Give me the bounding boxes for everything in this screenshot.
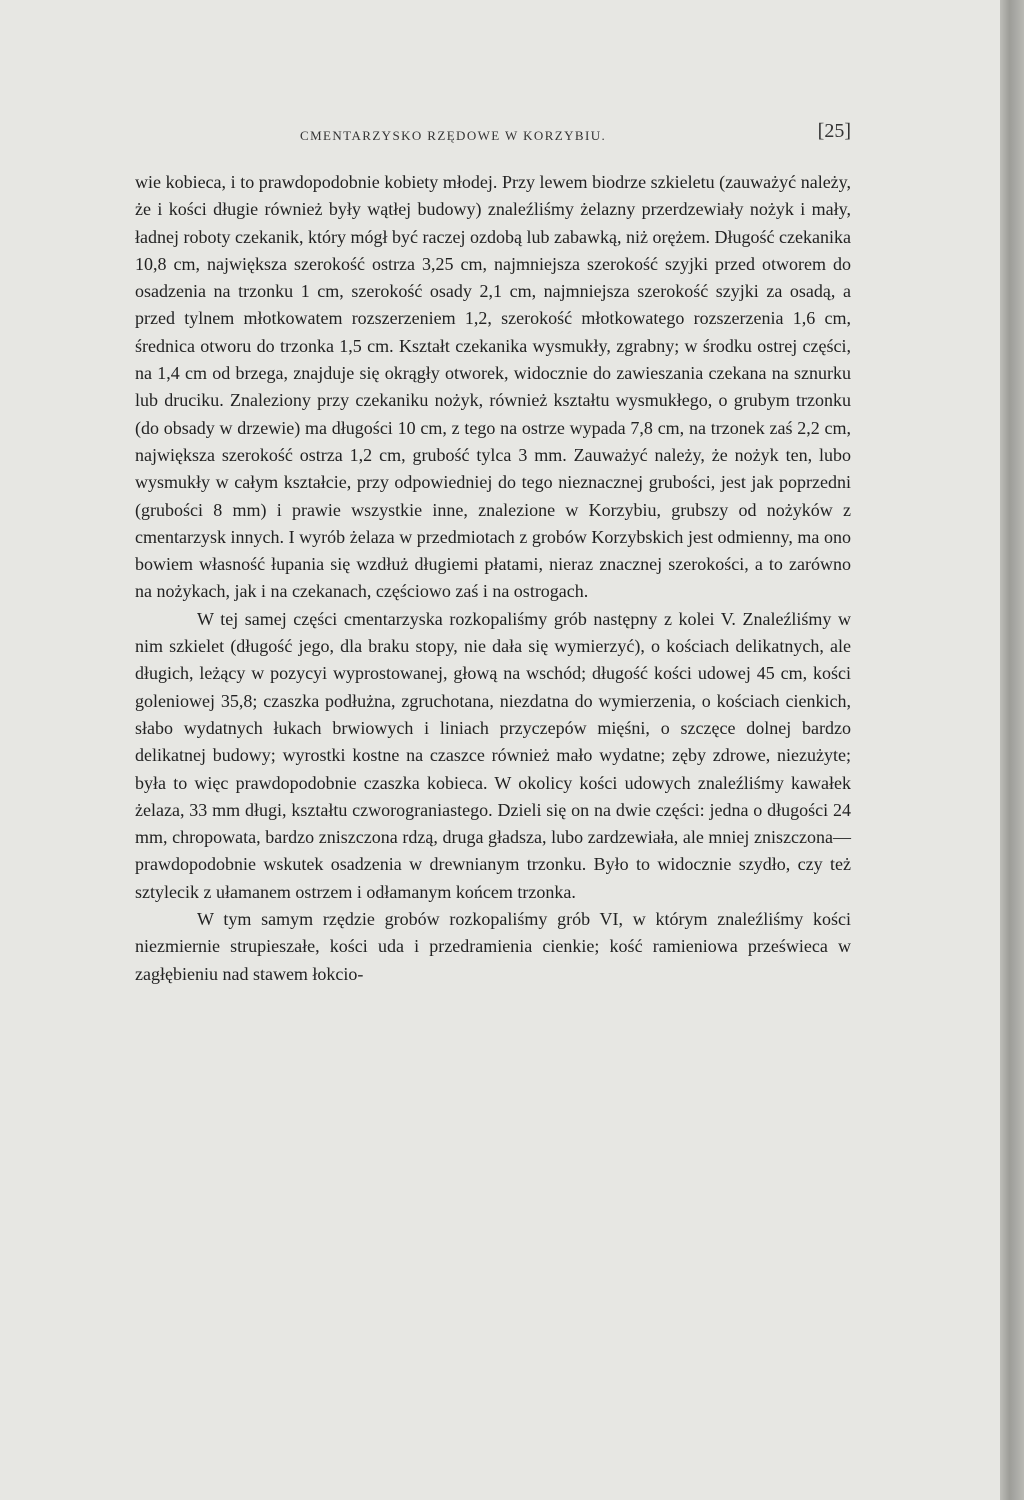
- body-text: [135, 169, 851, 988]
- paragraph-1: wie kobieca, i to prawdopodobnie kobiety młodej. Przy lewem biodrze szkieletu (zauważyć należy, że i kości długie również były wątłej budowy) znaleźliśmy żelazny przerdzewiały nożyk i mały, ładnej roboty czekanik, który mógł być raczej ozdobą lub zabawką, niż orężem. Długość czekanika 10,8 cm, największa szerokość ostrza 3,25 cm, najmniejsza szerokość szyjki przed otworem do osadzenia na trzonku 1 cm, szerokość osady 2,1 cm, najmniejsza szerokość szyjki za osadą, a przed tylnem młotkowatem rozszerzeniem 1,2, szerokość młotkowatego rozszerzenia 1,6 cm, średnica otworu do trzonka 1,5 cm. Kształt czekanika wysmukły, zgrabny; w środku ostrej części, na 1,4 cm od brzega, znajduje się okrągły otworek, widocznie do zawieszania czekana na sznurku lub druciku. Znaleziony przy czekaniku nożyk, również kształtu wysmukłego, o grubym trzonku (do obsady w drzewie) ma długości 10 cm, z tego na ostrze wypada 7,8 cm, na trzonek zaś 2,2 cm, największa szerokość ostrza 1,2 cm, grubość tylca 3 mm. Zauważyć należy, że nożyk ten, lubo wysmukły w całym kształcie, przy odpowiedniej do tego nieznacznej grubości, jest jak poprzedni (grubości 8 mm) i prawie wszystkie inne, znalezione w Korzybiu, grubszy od nożyków z cmentarzysk innych. I wyrób żelaza w przedmiotach z grobów Korzybskich jest odmienny, ma ono bowiem własność łupania się wzdłuż długiemi płatami, nieraz znacznej szerokości, a to zarówno na nożykach, jak i na czekanach, częściowo zaś i na ostrogach.: [135, 172, 851, 602]
- page-edge: [1000, 0, 1024, 1500]
- running-head: [135, 112, 851, 152]
- paragraph-2: W tej samej części cmentarzyska rozkopaliśmy grób następny z kolei V. Znaleźliśmy w nim szkielet (długość jego, dla braku stopy, nie dała się wymierzyć), o kościach delikatnych, ale długich, leżący w pozycyi wyprostowanej, głową na wschód; długość kości udowej 45 cm, kości goleniowej 35,8; czaszka podłużna, zgruchotana, niezdatna do wymierzenia, o kościach cienkich, słabo wydatnych łukach brwiowych i liniach przyczepów mięśni, o szczęce dolnej bardzo delikatnej budowy; wyrostki kostne na czaszce również mało wydatne; zęby zdrowe, niezużyte; była to więc prawdopodobnie czaszka kobieca. W okolicy kości udowych znaleźliśmy kawałek żelaza, 33 mm długi, kształtu czworograniastego. Dzieli się on na dwie części: jedna o długości 24 mm, chropowata, bardzo zniszczona rdzą, druga gładsza, lubo zardzewiała, ale mniej zniszczona—prawdopodobnie wskutek osadzenia w drewnianym trzonku. Było to widocznie szydło, czy też sztylecik z ułamanem ostrzem i odłamanym końcem trzonka.: [135, 608, 851, 902]
- paragraph-3: W tym samym rzędzie grobów rozkopaliśmy grób VI, w którym znaleźliśmy kości niezmiernie strupieszałe, kości uda i przedramienia cienkie; kość ramieniowa prześwieca w zagłębieniu nad stawem łokcio-: [135, 909, 851, 984]
- running-title: CMENTARZYSKO RZĘDOWE W KORZYBIU.: [300, 128, 607, 143]
- page-number: [25]: [817, 120, 851, 142]
